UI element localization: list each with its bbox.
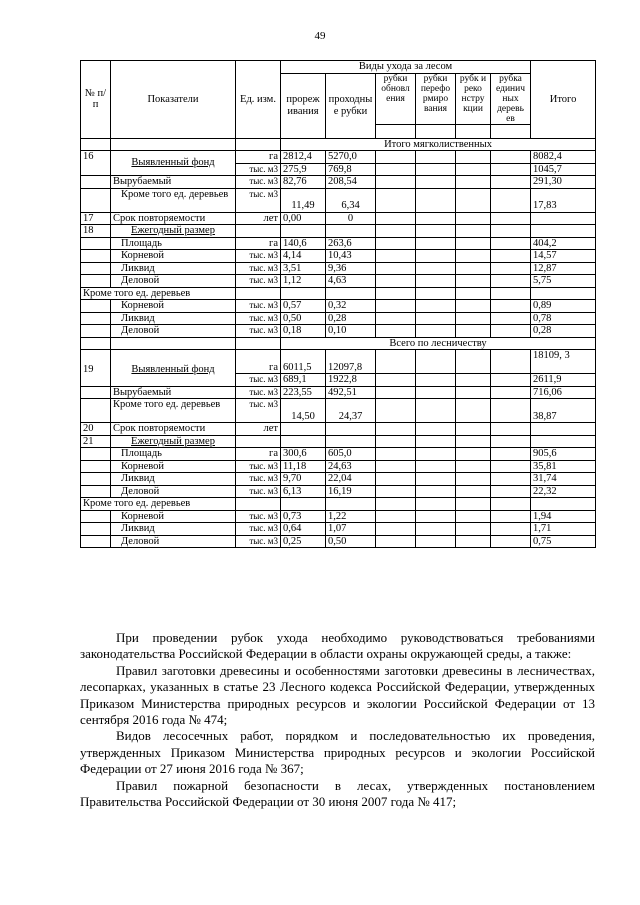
cell-thinning: 82,76 <box>281 176 326 189</box>
cell-passage: 0,50 <box>326 535 376 548</box>
row-label: Срок повторяемости <box>111 423 236 436</box>
cell-thinning: 140,6 <box>281 237 326 250</box>
row-label: Корневой <box>111 250 236 263</box>
header-unit: Ед. изм. <box>236 61 281 139</box>
row-label: Корневой <box>111 510 236 523</box>
row-unit: тыс. м3 <box>236 250 281 263</box>
paragraph: Правил пожарной безопасности в лесах, утвержденных постановлением Правительства Российской Федерации от 30 июня 2007 года № 417; <box>80 777 595 810</box>
cell-total: 2611,9 <box>531 374 596 387</box>
cell-thinning: 0,18 <box>281 325 326 338</box>
table-row <box>81 460 596 473</box>
header-reformation: рубки перефо рмиро вания <box>416 73 456 124</box>
cell-total: 5,75 <box>531 275 596 288</box>
cell-thinning: 1,12 <box>281 275 326 288</box>
table-row <box>81 386 596 399</box>
cell-total: 14,57 <box>531 250 596 263</box>
header-total: Итого <box>531 61 596 139</box>
row-unit: тыс. м3 <box>236 262 281 275</box>
row-unit: тыс. м3 <box>236 399 281 423</box>
header-group: Виды ухода за лесом <box>281 61 531 74</box>
section-all: Всего по лесничеству <box>281 337 596 350</box>
row-label: Площадь <box>111 237 236 250</box>
row-number: 19 <box>81 350 111 387</box>
cell-thinning: 3,51 <box>281 262 326 275</box>
cell-total: 404,2 <box>531 237 596 250</box>
table-row <box>81 212 596 225</box>
forest-care-table <box>80 60 596 548</box>
table-row <box>81 435 596 448</box>
cell-passage: 10,43 <box>326 250 376 263</box>
cell-total: 0,89 <box>531 300 596 313</box>
cell-passage: 0,10 <box>326 325 376 338</box>
row-number: 16 <box>81 151 111 176</box>
cell-thinning: 0,73 <box>281 510 326 523</box>
row-label: Ежегодный размер <box>111 435 236 448</box>
row-unit: тыс. м3 <box>236 523 281 536</box>
cell-passage: 1922,8 <box>326 374 376 387</box>
cell-passage: 24,63 <box>326 460 376 473</box>
cell-passage: 0 <box>326 212 376 225</box>
header-num: № п/п <box>81 61 111 139</box>
row-unit: тыс. м3 <box>236 473 281 486</box>
cell-passage: 492,51 <box>326 386 376 399</box>
cell-total: 38,87 <box>531 399 596 423</box>
cell-thinning: 14,50 <box>281 399 326 423</box>
row-label: Кроме того ед. деревьев <box>111 399 236 423</box>
row-label: Ликвид <box>111 262 236 275</box>
table-row <box>81 523 596 536</box>
table-row <box>81 350 596 374</box>
row-unit: га <box>236 237 281 250</box>
header-single-trees: рубка единич ных деревь ев <box>491 73 531 124</box>
table-row <box>81 498 596 511</box>
row-unit: тыс. м3 <box>236 485 281 498</box>
row-label: Деловой <box>111 535 236 548</box>
cell-total: 1045,7 <box>531 163 596 176</box>
table-row <box>81 275 596 288</box>
cell-passage: 4,63 <box>326 275 376 288</box>
cell-thinning: 689,1 <box>281 374 326 387</box>
cell-total: 0,78 <box>531 312 596 325</box>
row-label: Деловой <box>111 485 236 498</box>
row-number: 20 <box>81 423 111 436</box>
cell-thinning: 11,49 <box>281 188 326 212</box>
row-label: Площадь <box>111 448 236 461</box>
row-unit: тыс. м3 <box>236 460 281 473</box>
table-row <box>81 510 596 523</box>
row-label: Кроме того ед. деревьев <box>81 287 236 300</box>
cell-passage: 22,04 <box>326 473 376 486</box>
table-row <box>81 262 596 275</box>
cell-thinning: 11,18 <box>281 460 326 473</box>
table-row <box>81 237 596 250</box>
table-row <box>81 250 596 263</box>
row-label: Выявленный фонд <box>111 350 236 387</box>
row-label: Вырубаемый <box>111 386 236 399</box>
row-unit: тыс. м3 <box>236 275 281 288</box>
row-label: Деловой <box>111 325 236 338</box>
cell-thinning: 4,14 <box>281 250 326 263</box>
row-unit: га <box>236 448 281 461</box>
row-unit: тыс. м3 <box>236 386 281 399</box>
cell-passage: 12097,8 <box>326 350 376 374</box>
paragraph: Видов лесосечных работ, порядком и последовательностью их проведения, утвержденных Приказом Министерства природных ресурсов и экологии Российской Федерации от 27 июня 2016 года № 367; <box>80 728 595 777</box>
table-row <box>81 473 596 486</box>
cell-passage: 208,54 <box>326 176 376 189</box>
cell-total: 35,81 <box>531 460 596 473</box>
table-row <box>81 287 596 300</box>
cell-passage: 6,34 <box>326 188 376 212</box>
cell-thinning: 9,70 <box>281 473 326 486</box>
table-row <box>81 423 596 436</box>
table-row <box>81 485 596 498</box>
table-row <box>81 188 596 212</box>
row-label: Корневой <box>111 300 236 313</box>
cell-total: 8082,4 <box>531 151 596 164</box>
body-text <box>80 630 595 810</box>
cell-thinning: 275,9 <box>281 163 326 176</box>
cell-total: 291,30 <box>531 176 596 189</box>
row-label: Кроме того ед. деревьев <box>81 498 236 511</box>
row-label: Выявленный фонд <box>111 151 236 176</box>
row-unit: тыс. м3 <box>236 300 281 313</box>
cell-total: 905,6 <box>531 448 596 461</box>
cell-passage: 605,0 <box>326 448 376 461</box>
table-row <box>81 325 596 338</box>
row-unit: га <box>236 151 281 164</box>
row-unit: тыс. м3 <box>236 163 281 176</box>
cell-passage: 9,36 <box>326 262 376 275</box>
table-row <box>81 151 596 164</box>
row-unit: тыс. м3 <box>236 312 281 325</box>
row-label: Кроме того ед. деревьев <box>111 188 236 212</box>
table-row <box>81 399 596 423</box>
header-renewal: рубки обновл ения <box>376 73 416 124</box>
cell-total: 0,75 <box>531 535 596 548</box>
page-number: 49 <box>314 30 326 42</box>
cell-passage: 0,32 <box>326 300 376 313</box>
cell-thinning: 300,6 <box>281 448 326 461</box>
cell-total: 22,32 <box>531 485 596 498</box>
cell-thinning: 0,57 <box>281 300 326 313</box>
cell-thinning: 223,55 <box>281 386 326 399</box>
cell-passage: 5270,0 <box>326 151 376 164</box>
row-unit: га <box>236 350 281 374</box>
row-unit: лет <box>236 423 281 436</box>
header-reconstruction: рубк и реко нстру кции <box>456 73 491 124</box>
cell-thinning: 0,00 <box>281 212 326 225</box>
cell-passage: 0,28 <box>326 312 376 325</box>
cell-total: 1,71 <box>531 523 596 536</box>
cell-passage: 16,19 <box>326 485 376 498</box>
table-row <box>81 448 596 461</box>
row-label: Ликвид <box>111 312 236 325</box>
table-row <box>81 176 596 189</box>
row-unit: тыс. м3 <box>236 374 281 387</box>
cell-thinning: 2812,4 <box>281 151 326 164</box>
cell-total: 0,28 <box>531 325 596 338</box>
row-label: Вырубаемый <box>111 176 236 189</box>
section-soft: Итого мягколиственных <box>281 138 596 151</box>
cell-passage: 263,6 <box>326 237 376 250</box>
row-label: Ежегодный размер <box>111 225 236 238</box>
paragraph: Правил заготовки древесины и особенностями заготовки древесины в лесничествах, лесопарках, указанных в статье 23 Лесного кодекса Российской Федерации, утвержденных Приказом Министерства природных ресурсов и экологии Российской Федерации от 13 сентября 2016 года № 474; <box>80 662 595 728</box>
row-label: Срок повторяемости <box>111 212 236 225</box>
header-thinning: прореж ивания <box>281 73 326 138</box>
row-unit: тыс. м3 <box>236 510 281 523</box>
cell-total: 1,94 <box>531 510 596 523</box>
cell-total: 17,83 <box>531 188 596 212</box>
row-label: Ликвид <box>111 523 236 536</box>
cell-total: 716,06 <box>531 386 596 399</box>
cell-passage: 24,37 <box>326 399 376 423</box>
row-label: Корневой <box>111 460 236 473</box>
row-number: 17 <box>81 212 111 225</box>
cell-passage: 1,07 <box>326 523 376 536</box>
cell-passage: 769,8 <box>326 163 376 176</box>
cell-thinning: 0,64 <box>281 523 326 536</box>
cell-total: 18109, 3 <box>531 350 596 374</box>
row-unit: тыс. м3 <box>236 176 281 189</box>
table-row <box>81 535 596 548</box>
table-row <box>81 300 596 313</box>
row-unit: тыс. м3 <box>236 188 281 212</box>
header-indicator: Показатели <box>111 61 236 139</box>
table-row <box>81 225 596 238</box>
cell-thinning: 6,13 <box>281 485 326 498</box>
header-passage: проходны е рубки <box>326 73 376 138</box>
row-number: 21 <box>81 435 111 448</box>
paragraph: При проведении рубок ухода необходимо руководствоваться требованиями законодательства Российской Федерации в области охраны окружающей среды, а также: <box>80 630 595 662</box>
cell-thinning: 0,50 <box>281 312 326 325</box>
row-label: Ликвид <box>111 473 236 486</box>
row-number: 18 <box>81 225 111 238</box>
row-label: Деловой <box>111 275 236 288</box>
cell-thinning: 6011,5 <box>281 350 326 374</box>
table-row <box>81 312 596 325</box>
cell-total: 31,74 <box>531 473 596 486</box>
row-unit: тыс. м3 <box>236 535 281 548</box>
row-unit: лет <box>236 212 281 225</box>
cell-total: 12,87 <box>531 262 596 275</box>
cell-passage: 1,22 <box>326 510 376 523</box>
cell-thinning: 0,25 <box>281 535 326 548</box>
row-unit: тыс. м3 <box>236 325 281 338</box>
